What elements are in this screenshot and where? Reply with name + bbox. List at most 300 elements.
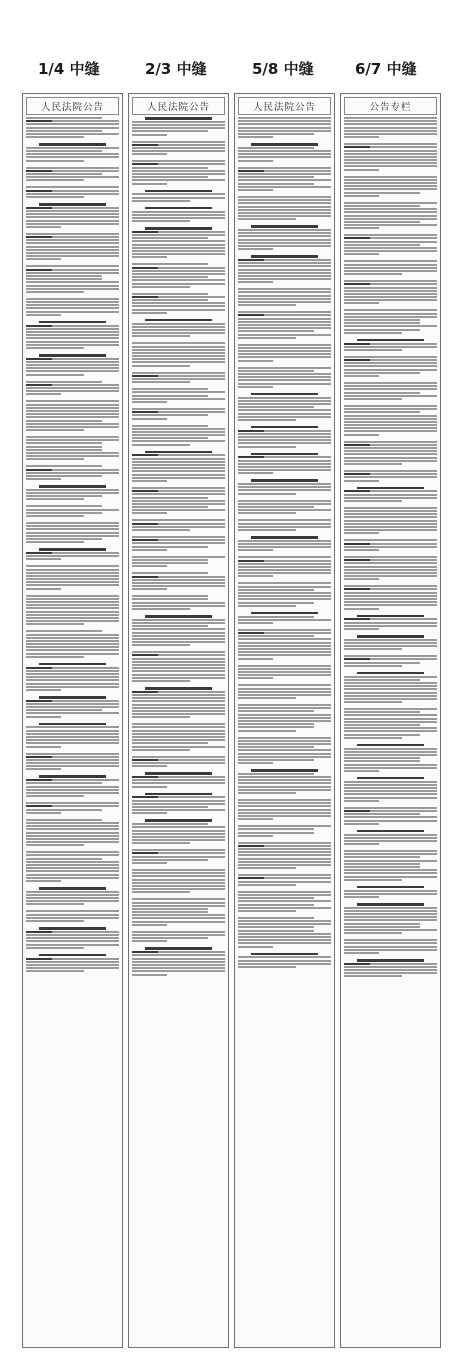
notice-paragraph bbox=[344, 744, 437, 772]
text-line bbox=[344, 939, 437, 941]
notice-paragraph bbox=[132, 117, 225, 136]
text-line bbox=[238, 786, 331, 788]
text-line bbox=[344, 120, 437, 122]
text-line bbox=[26, 762, 119, 764]
notice-paragraph bbox=[344, 260, 437, 275]
text-line bbox=[344, 359, 437, 361]
text-line bbox=[26, 637, 119, 639]
text-line bbox=[132, 141, 225, 143]
text-line bbox=[344, 781, 437, 783]
text-line bbox=[238, 756, 331, 758]
text-line bbox=[238, 272, 331, 274]
text-line bbox=[344, 430, 437, 432]
text-line bbox=[238, 818, 273, 820]
text-line bbox=[26, 226, 61, 228]
text-line bbox=[26, 196, 84, 198]
text-line bbox=[132, 803, 225, 805]
text-line bbox=[26, 877, 119, 879]
column-text-body bbox=[235, 117, 334, 968]
text-line bbox=[132, 664, 225, 666]
text-line bbox=[344, 260, 437, 262]
text-line bbox=[26, 167, 119, 169]
text-line bbox=[238, 442, 331, 444]
text-line bbox=[344, 618, 437, 620]
notice-paragraph bbox=[238, 917, 331, 948]
notice-paragraph bbox=[238, 536, 331, 551]
text-line bbox=[26, 311, 119, 313]
text-line bbox=[26, 272, 119, 274]
newspaper-column-3 bbox=[234, 93, 335, 1348]
text-line bbox=[26, 765, 119, 767]
text-line bbox=[132, 625, 208, 627]
text-line bbox=[238, 776, 331, 778]
text-line bbox=[132, 823, 208, 825]
text-line bbox=[132, 924, 167, 926]
text-line bbox=[238, 301, 331, 303]
text-line bbox=[344, 910, 437, 912]
text-line bbox=[344, 280, 437, 282]
text-line bbox=[344, 188, 437, 190]
text-line bbox=[238, 232, 331, 234]
text-line bbox=[344, 843, 379, 845]
text-line bbox=[132, 244, 225, 246]
text-line bbox=[132, 395, 208, 397]
text-line bbox=[238, 726, 314, 728]
text-line bbox=[26, 700, 119, 702]
text-line bbox=[132, 931, 225, 933]
text-line bbox=[132, 902, 225, 904]
text-line bbox=[357, 744, 424, 747]
text-line bbox=[344, 569, 437, 571]
text-line bbox=[26, 298, 119, 300]
text-line bbox=[238, 239, 331, 241]
text-line bbox=[238, 160, 273, 162]
text-line bbox=[132, 961, 225, 963]
text-line bbox=[251, 225, 318, 228]
text-line bbox=[344, 490, 437, 492]
text-line bbox=[238, 212, 331, 214]
text-line bbox=[26, 588, 61, 590]
text-line bbox=[132, 240, 225, 242]
text-line bbox=[26, 792, 119, 794]
notice-paragraph bbox=[344, 959, 437, 978]
notice-paragraph bbox=[238, 842, 331, 870]
text-line bbox=[26, 894, 119, 896]
text-line bbox=[26, 575, 119, 577]
text-line bbox=[238, 782, 331, 784]
text-line bbox=[132, 891, 190, 893]
text-line bbox=[344, 907, 437, 909]
text-line bbox=[344, 513, 437, 515]
column-header: 公告专栏 bbox=[344, 97, 437, 115]
text-line bbox=[238, 704, 331, 706]
notice-paragraph bbox=[26, 753, 119, 771]
column-header: 人民法院公告 bbox=[132, 97, 225, 115]
text-line bbox=[26, 706, 119, 708]
text-line bbox=[344, 343, 437, 345]
text-line bbox=[132, 759, 225, 761]
text-line bbox=[344, 751, 437, 753]
text-line bbox=[238, 409, 331, 411]
text-line bbox=[26, 940, 119, 942]
text-line bbox=[344, 270, 437, 272]
text-line bbox=[132, 967, 225, 969]
text-line bbox=[238, 691, 331, 693]
text-line bbox=[238, 304, 296, 306]
text-line bbox=[132, 765, 167, 767]
text-line bbox=[344, 727, 437, 729]
text-line bbox=[238, 671, 331, 673]
text-line bbox=[145, 227, 212, 230]
text-line bbox=[132, 849, 225, 851]
text-line bbox=[26, 716, 61, 718]
notice-paragraph bbox=[132, 931, 225, 943]
text-line bbox=[344, 724, 420, 726]
text-line bbox=[238, 199, 331, 201]
text-line bbox=[344, 608, 379, 610]
text-line bbox=[26, 384, 119, 386]
column-text-body bbox=[23, 117, 122, 972]
text-line bbox=[39, 723, 106, 726]
notice-paragraph bbox=[344, 939, 437, 954]
text-line bbox=[238, 370, 314, 372]
text-line bbox=[145, 117, 212, 120]
text-line bbox=[238, 123, 331, 125]
text-line bbox=[39, 354, 106, 357]
text-line bbox=[344, 415, 437, 417]
notice-paragraph bbox=[238, 612, 331, 624]
text-line bbox=[344, 169, 379, 171]
text-line bbox=[344, 698, 437, 700]
text-line bbox=[132, 134, 167, 136]
text-line bbox=[26, 673, 119, 675]
text-line bbox=[238, 946, 273, 948]
text-line bbox=[132, 267, 225, 269]
text-line bbox=[344, 585, 437, 587]
text-line bbox=[344, 392, 420, 394]
text-line bbox=[238, 894, 331, 896]
text-line bbox=[238, 321, 331, 323]
text-line bbox=[26, 558, 61, 560]
text-line bbox=[344, 470, 437, 472]
text-line bbox=[344, 770, 379, 772]
text-line bbox=[238, 218, 296, 220]
text-line bbox=[251, 479, 318, 482]
text-line bbox=[344, 325, 437, 327]
text-line bbox=[132, 461, 225, 463]
text-line bbox=[238, 762, 273, 764]
notice-paragraph bbox=[132, 556, 225, 568]
text-line bbox=[26, 393, 61, 395]
text-line bbox=[344, 130, 437, 132]
text-line bbox=[145, 793, 212, 796]
notice-paragraph bbox=[26, 954, 119, 973]
text-line bbox=[132, 937, 208, 939]
text-line bbox=[26, 601, 119, 603]
notice-paragraph bbox=[26, 354, 119, 376]
text-line bbox=[26, 670, 119, 672]
text-line bbox=[132, 130, 208, 132]
text-line bbox=[238, 489, 331, 491]
notice-paragraph bbox=[132, 595, 225, 610]
text-line bbox=[344, 473, 437, 475]
text-line bbox=[26, 742, 119, 744]
text-line bbox=[132, 173, 225, 175]
text-line bbox=[344, 784, 437, 786]
notice-paragraph bbox=[344, 405, 437, 436]
text-line bbox=[132, 309, 225, 311]
text-line bbox=[238, 832, 314, 834]
text-line bbox=[238, 350, 331, 352]
notice-paragraph bbox=[132, 293, 225, 314]
text-line bbox=[238, 327, 331, 329]
text-line bbox=[132, 124, 225, 126]
text-line bbox=[132, 526, 225, 528]
text-line bbox=[26, 934, 119, 936]
notice-paragraph bbox=[238, 311, 331, 339]
text-line bbox=[251, 612, 318, 615]
notice-paragraph bbox=[132, 898, 225, 926]
text-line bbox=[238, 523, 331, 525]
text-line bbox=[344, 869, 437, 871]
text-line bbox=[26, 614, 119, 616]
text-line bbox=[26, 127, 119, 129]
text-line bbox=[238, 295, 331, 297]
notice-paragraph bbox=[132, 947, 225, 975]
text-line bbox=[238, 229, 331, 231]
text-line bbox=[344, 896, 379, 898]
text-line bbox=[238, 153, 331, 155]
text-line bbox=[238, 472, 273, 474]
text-line bbox=[238, 881, 331, 883]
text-line bbox=[238, 563, 331, 565]
text-line bbox=[238, 815, 331, 817]
text-line bbox=[132, 638, 225, 640]
text-line bbox=[26, 812, 61, 814]
text-line bbox=[238, 529, 296, 531]
notice-paragraph bbox=[132, 160, 225, 184]
text-line bbox=[344, 362, 437, 364]
text-line bbox=[26, 667, 119, 669]
text-line bbox=[238, 436, 331, 438]
text-line bbox=[132, 779, 225, 781]
text-line bbox=[238, 406, 314, 408]
notice-paragraph bbox=[344, 441, 437, 465]
text-line bbox=[26, 903, 84, 905]
text-line bbox=[26, 416, 119, 418]
text-line bbox=[132, 826, 225, 828]
text-line bbox=[132, 176, 208, 178]
text-line bbox=[26, 439, 119, 441]
text-line bbox=[39, 663, 106, 666]
text-line bbox=[344, 946, 437, 948]
text-line bbox=[344, 221, 420, 223]
text-line bbox=[238, 910, 296, 912]
text-line bbox=[26, 607, 119, 609]
text-line bbox=[132, 279, 225, 281]
text-line bbox=[238, 835, 273, 837]
text-line bbox=[238, 737, 331, 739]
text-line bbox=[344, 642, 437, 644]
text-line bbox=[344, 227, 379, 229]
text-line bbox=[238, 845, 331, 847]
text-line bbox=[132, 677, 225, 679]
text-line bbox=[344, 566, 437, 568]
text-line bbox=[26, 364, 119, 366]
text-line bbox=[132, 493, 225, 495]
text-line bbox=[344, 133, 437, 135]
text-line bbox=[238, 684, 331, 686]
text-line bbox=[26, 358, 119, 360]
text-line bbox=[238, 842, 331, 844]
text-line bbox=[238, 753, 331, 755]
text-line bbox=[238, 456, 331, 458]
text-line bbox=[132, 800, 225, 802]
text-line bbox=[344, 218, 437, 220]
text-line bbox=[344, 949, 437, 951]
text-line bbox=[344, 757, 420, 759]
text-line bbox=[132, 153, 167, 155]
text-line bbox=[238, 789, 331, 791]
text-line bbox=[344, 748, 437, 750]
text-line bbox=[344, 418, 437, 420]
notice-paragraph bbox=[26, 696, 119, 718]
text-line bbox=[344, 526, 437, 528]
text-line bbox=[132, 256, 167, 258]
text-line bbox=[132, 628, 225, 630]
text-line bbox=[344, 516, 437, 518]
text-line bbox=[132, 220, 190, 222]
text-line bbox=[26, 525, 119, 527]
text-line bbox=[132, 312, 167, 314]
text-line bbox=[238, 556, 331, 558]
text-line bbox=[344, 737, 402, 739]
text-line bbox=[132, 809, 225, 811]
text-line bbox=[238, 645, 331, 647]
text-line bbox=[238, 344, 331, 346]
text-line bbox=[238, 575, 273, 577]
text-line bbox=[26, 646, 119, 648]
text-line bbox=[238, 697, 296, 699]
text-line bbox=[238, 127, 331, 129]
text-line bbox=[344, 398, 402, 400]
text-line bbox=[344, 628, 379, 630]
text-line bbox=[344, 150, 437, 152]
notice-paragraph bbox=[238, 704, 331, 732]
text-line bbox=[132, 490, 225, 492]
text-line bbox=[132, 276, 208, 278]
text-line bbox=[238, 330, 314, 332]
text-line bbox=[132, 375, 225, 377]
text-line bbox=[26, 246, 119, 248]
text-line bbox=[238, 805, 331, 807]
text-line bbox=[26, 867, 119, 869]
notice-paragraph bbox=[26, 775, 119, 797]
text-line bbox=[26, 535, 119, 537]
text-line bbox=[344, 734, 420, 736]
text-line bbox=[132, 882, 225, 884]
text-line bbox=[132, 839, 225, 841]
text-line bbox=[344, 192, 420, 194]
text-line bbox=[344, 676, 437, 678]
text-line bbox=[132, 388, 208, 390]
text-line bbox=[344, 283, 437, 285]
text-line bbox=[132, 247, 225, 249]
text-line bbox=[132, 572, 208, 574]
text-line bbox=[238, 506, 314, 508]
text-line bbox=[26, 423, 119, 425]
text-line bbox=[26, 931, 119, 933]
text-line bbox=[357, 339, 424, 342]
text-line bbox=[26, 220, 119, 222]
text-line bbox=[344, 532, 379, 534]
text-line bbox=[238, 956, 331, 958]
notice-paragraph bbox=[238, 737, 331, 765]
notice-paragraph bbox=[344, 635, 437, 650]
notice-paragraph bbox=[344, 280, 437, 304]
notice-paragraph bbox=[26, 465, 119, 480]
text-line bbox=[238, 526, 331, 528]
text-line bbox=[344, 823, 379, 825]
notice-paragraph bbox=[238, 344, 331, 362]
text-line bbox=[132, 888, 225, 890]
text-line bbox=[344, 123, 437, 125]
notice-paragraph bbox=[132, 207, 225, 222]
text-line bbox=[238, 235, 331, 237]
notice-paragraph bbox=[344, 470, 437, 482]
text-line bbox=[238, 259, 331, 261]
text-line bbox=[26, 569, 119, 571]
text-line bbox=[132, 167, 208, 169]
text-line bbox=[344, 476, 437, 478]
text-line bbox=[26, 937, 119, 939]
text-line bbox=[344, 497, 437, 499]
text-line bbox=[132, 160, 225, 162]
text-line bbox=[132, 365, 190, 367]
text-line bbox=[26, 864, 119, 866]
text-line bbox=[132, 595, 208, 597]
notice-paragraph bbox=[238, 426, 331, 448]
text-line bbox=[26, 410, 119, 412]
text-line bbox=[26, 170, 119, 172]
text-line bbox=[238, 278, 331, 280]
text-line bbox=[26, 861, 119, 863]
text-line bbox=[26, 307, 119, 309]
text-line bbox=[238, 740, 331, 742]
text-line bbox=[132, 121, 225, 123]
notice-paragraph bbox=[344, 850, 437, 881]
text-line bbox=[344, 211, 437, 213]
text-line bbox=[238, 595, 331, 597]
text-line bbox=[344, 159, 437, 161]
text-line bbox=[238, 503, 331, 505]
text-line bbox=[344, 797, 437, 799]
text-line bbox=[238, 512, 296, 514]
text-line bbox=[132, 381, 190, 383]
text-line bbox=[26, 538, 102, 540]
notice-paragraph bbox=[26, 321, 119, 349]
text-line bbox=[344, 872, 437, 874]
text-line bbox=[238, 582, 331, 584]
text-line bbox=[132, 974, 167, 976]
text-line bbox=[238, 792, 296, 794]
text-line bbox=[238, 743, 331, 745]
text-line bbox=[132, 710, 225, 712]
text-line bbox=[238, 314, 331, 316]
text-line bbox=[344, 405, 437, 407]
text-line bbox=[26, 233, 119, 235]
text-line bbox=[26, 160, 84, 162]
